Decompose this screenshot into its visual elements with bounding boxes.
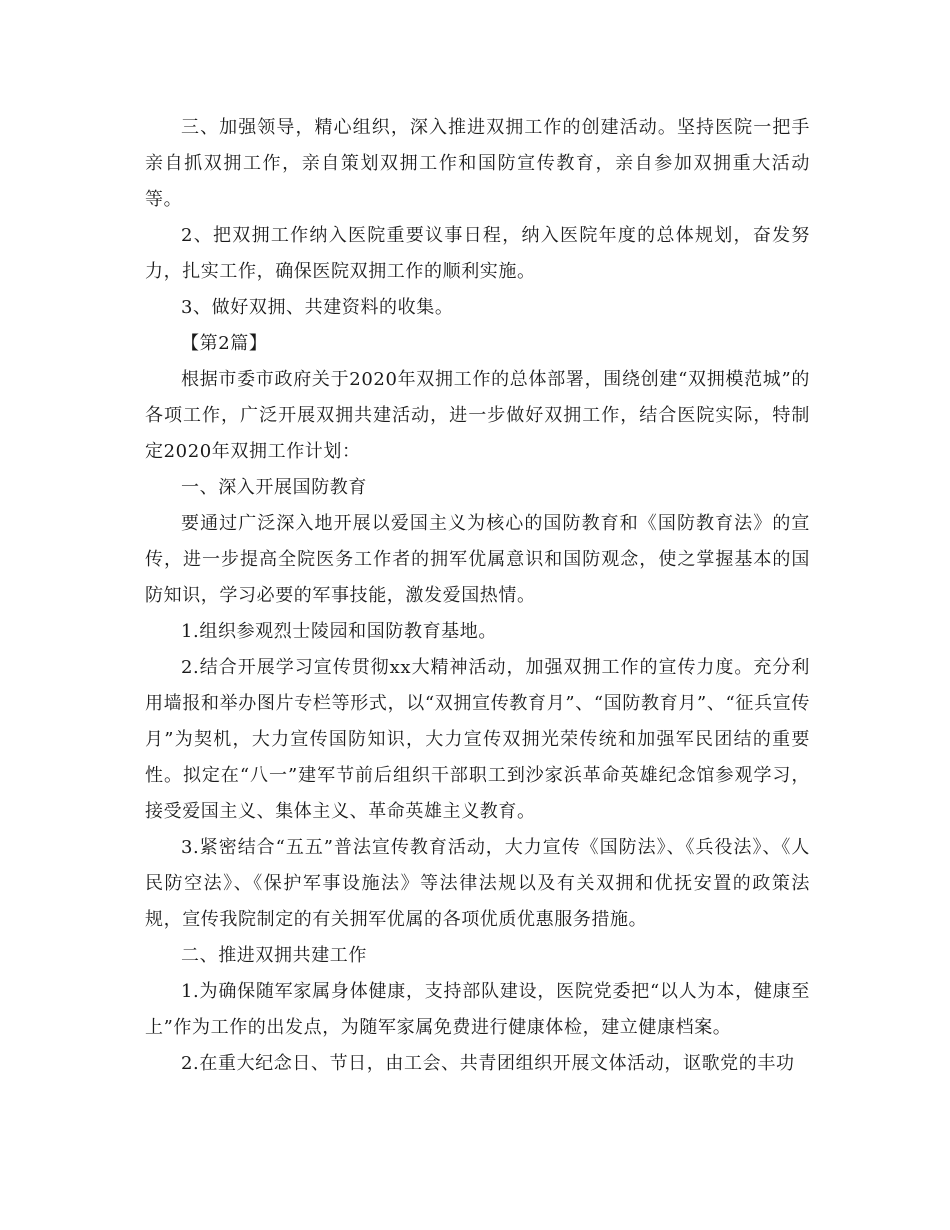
paragraph-2: 2、把双拥工作纳入医院重要议事日程，纳入医院年度的总体规划，奋发努力，扎实工作，确保医院双拥工作的顺利实施。 (145, 225, 810, 282)
paragraph-8: 1.组织参观烈士陵园和国防教育基地。 (181, 621, 497, 642)
paragraph-10: 3.紧密结合“五五”普法宣传教育活动，大力宣传《国防法》、《兵役法》、《人民防空法》、《保护军事设施法》等法律法规以及有关双拥和优抚安置的政策法规，宣传我院制定的有关拥军优属的各项优质优惠服务措施。 (145, 837, 810, 930)
section-heading-national-defense: 一、深入开展国防教育 (181, 477, 367, 498)
paragraph-1: 三、加强领导，精心组织，深入推进双拥工作的创建活动。坚持医院一把手亲自抓双拥工作，亲自策划双拥工作和国防宣传教育，亲自参加双拥重大活动等。 (145, 117, 810, 210)
paragraph-13: 2.在重大纪念日、节日，由工会、共青团组织开展文体活动，讴歌党的丰功 (181, 1053, 795, 1074)
paragraph-3: 3、做好双拥、共建资料的收集。 (181, 297, 454, 318)
paragraph-5: 根据市委市政府关于2020年双拥工作的总体部署，围绕创建“双拥模范城”的各项工作，广泛开展双拥共建活动，进一步做好双拥工作，结合医院实际，特制定2020年双拥工作计划： (145, 369, 810, 462)
section-heading-part-2: 【第2篇】 (181, 333, 268, 354)
section-heading-co-construction: 二、推进双拥共建工作 (181, 945, 367, 966)
paragraph-9: 2.结合开展学习宣传贯彻xx大精神活动，加强双拥工作的宣传力度。充分利用墙报和举办图片专栏等形式，以“双拥宣传教育月”、“国防教育月”、“征兵宣传月”为契机，大力宣传国防知识，大力宣传双拥光荣传统和加强军民团结的重要性。拟定在“八一”建军节前后组织干部职工到沙家浜革命英雄纪念馆参观学习，接受爱国主义、集体主义、革命英雄主义教育。 (145, 657, 810, 822)
paragraph-12: 1.为确保随军家属身体健康，支持部队建设，医院党委把“以人为本，健康至上”作为工作的出发点，为随军家属免费进行健康体检，建立健康档案。 (145, 981, 810, 1038)
paragraph-7: 要通过广泛深入地开展以爱国主义为核心的国防教育和《国防教育法》的宣传，进一步提高全院医务工作者的拥军优属意识和国防观念，使之掌握基本的国防知识，学习必要的军事技能，激发爱国热情。 (145, 513, 810, 606)
